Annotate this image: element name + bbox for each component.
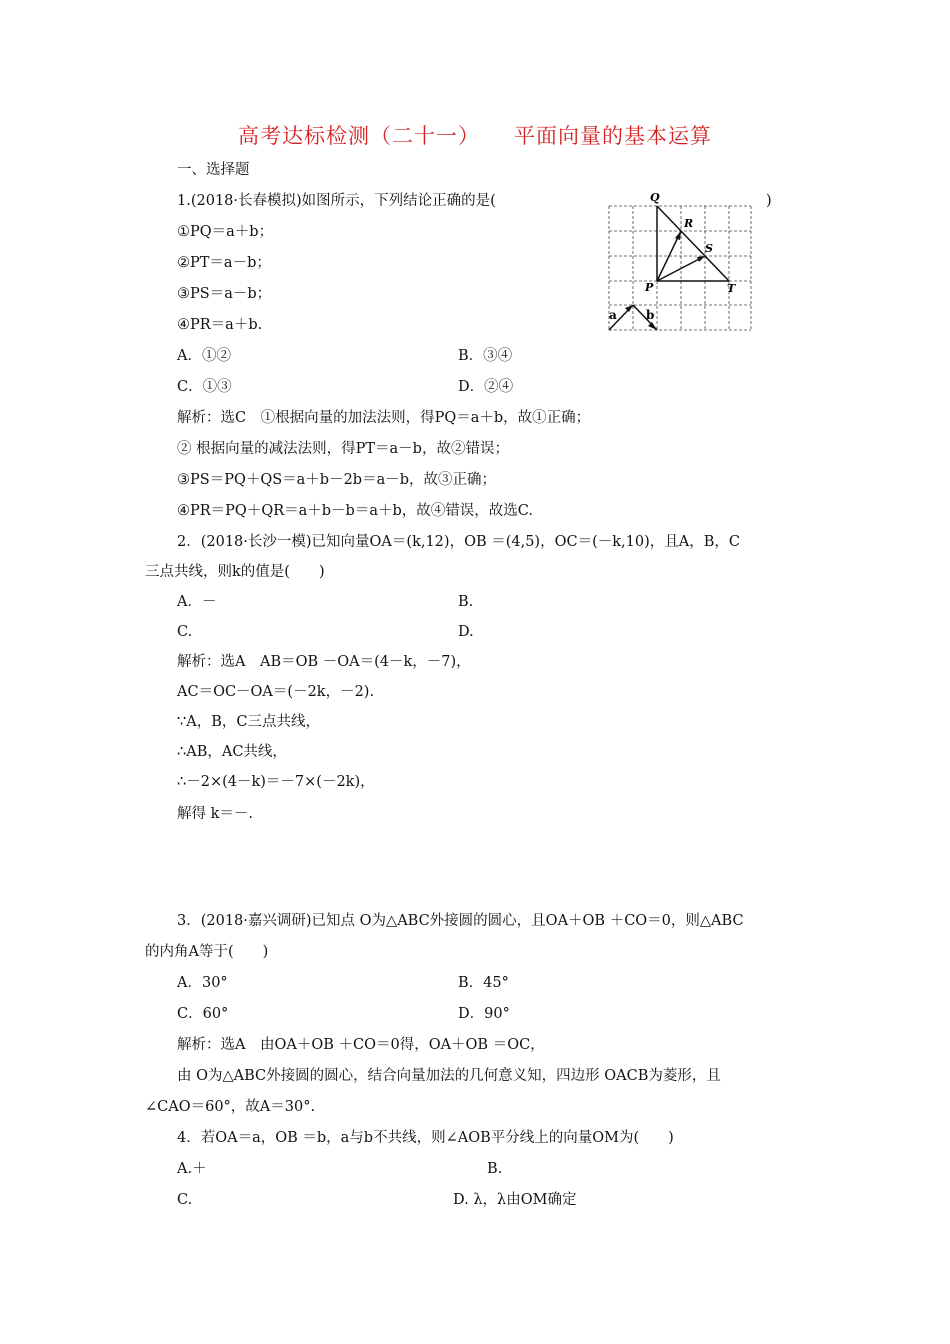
q1-item: ②PT＝a－b； [177, 255, 271, 271]
q1-analysis-line: ④PR＝PQ＋QR＝a＋b－b＝a＋b，故④错误，故选C. [177, 503, 533, 519]
q1-item: ③PS＝a－b； [177, 286, 272, 302]
q1-analysis-line: ③PS＝PQ＋QS＝a＋b－2b＝a－b，故③正确； [177, 472, 497, 488]
q2-analysis-line: ∵A，B，C三点共线， [177, 714, 320, 730]
q2-analysis-line: ∴－2×(4－k)＝－7×(－2k)， [177, 774, 375, 790]
arrow-s [697, 256, 705, 262]
q2-option-b: B. [458, 594, 474, 610]
arrow-r [675, 231, 681, 240]
arrow-b [648, 322, 657, 330]
q2-analysis-line: 解得 k＝－. [177, 806, 254, 822]
q1-option-a: A．①② [177, 348, 231, 364]
q2-option-c: C. [177, 624, 193, 640]
title-part1: 高考达标检测（二十一） [238, 124, 480, 148]
q4-option-c: C. [177, 1192, 193, 1208]
q2-analysis-line: 解析：选A AB＝OB －OA＝(4－k，－7)， [177, 654, 471, 670]
q3-analysis-line: ∠CAO＝60°，故A＝30°. [145, 1099, 316, 1115]
title-part2: 平面向量的基本运算 [514, 124, 712, 148]
label-b: b [646, 308, 655, 322]
q3-stem-cont: 的内角A等于( ) [145, 944, 269, 960]
q3-option-c: C．60° [177, 1006, 229, 1022]
q2-option-a: A．－ [177, 594, 217, 610]
q1-analysis-line: ② 根据向量的减法法则，得PT＝a－b，故②错误； [177, 441, 509, 457]
q2-stem-cont: 三点共线，则k的值是( ) [145, 564, 325, 580]
q3-analysis-line: 由 O为△ABC外接圆的圆心，结合向量加法的几何意义知，四边形 OACB为菱形，且 [177, 1068, 721, 1084]
page-title [0, 120, 950, 150]
q3-analysis-line: 解析：选A 由OA＋OB ＋CO＝0得，OA＋OB ＝OC， [177, 1037, 545, 1053]
q1-item: ④PR＝a＋b. [177, 317, 263, 333]
q2-option-d: D. [458, 624, 474, 640]
q2-analysis-line: ∴AB，AC共线， [177, 744, 287, 760]
grid-lines [609, 206, 751, 330]
label-q: Q [650, 191, 660, 204]
q1-stem: 1.(2018·长春模拟)如图所示，下列结论正确的是( [177, 193, 496, 209]
q4-option-b: B. [487, 1161, 503, 1177]
label-t: T [727, 282, 736, 295]
arrow-a [625, 305, 633, 312]
q4-option-a: A.＋ [177, 1161, 207, 1177]
q3-stem: 3．(2018·嘉兴调研)已知点 O为△ABC外接圆的圆心，且OA＋OB ＋CO＝0，则△ABC [177, 913, 744, 929]
q1-grid-figure [603, 190, 755, 332]
q4-option-d: D. λ，λ由OM确定 [453, 1192, 577, 1208]
label-a: a [609, 308, 617, 322]
section-heading: 一、选择题 [177, 162, 250, 178]
q1-option-c: C．①③ [177, 379, 232, 395]
q3-option-d: D．90° [458, 1006, 510, 1022]
q3-option-a: A．30° [177, 975, 228, 991]
q1-option-d: D．②④ [458, 379, 514, 395]
q1-item: ①PQ＝a＋b； [177, 224, 274, 240]
q1-option-b: B．③④ [458, 348, 513, 364]
q1-analysis-line: 解析：选C ①根据向量的加法法则，得PQ＝a＋b，故①正确； [177, 410, 591, 426]
q1-stem-close: ) [766, 193, 772, 209]
q2-analysis-line: AC＝OC－OA＝(－2k，－2). [177, 684, 375, 700]
label-p: P [645, 281, 654, 294]
q3-option-b: B．45° [458, 975, 509, 991]
label-s: S [705, 242, 713, 255]
label-r: R [684, 217, 694, 230]
q2-stem: 2．(2018·长沙一模)已知向量OA＝(k,12)，OB ＝(4,5)，OC＝(－k,10)，且A，B，C [177, 534, 740, 550]
q4-stem: 4．若OA＝a，OB ＝b，a与b不共线，则∠AOB平分线上的向量OM为( ) [177, 1130, 674, 1146]
